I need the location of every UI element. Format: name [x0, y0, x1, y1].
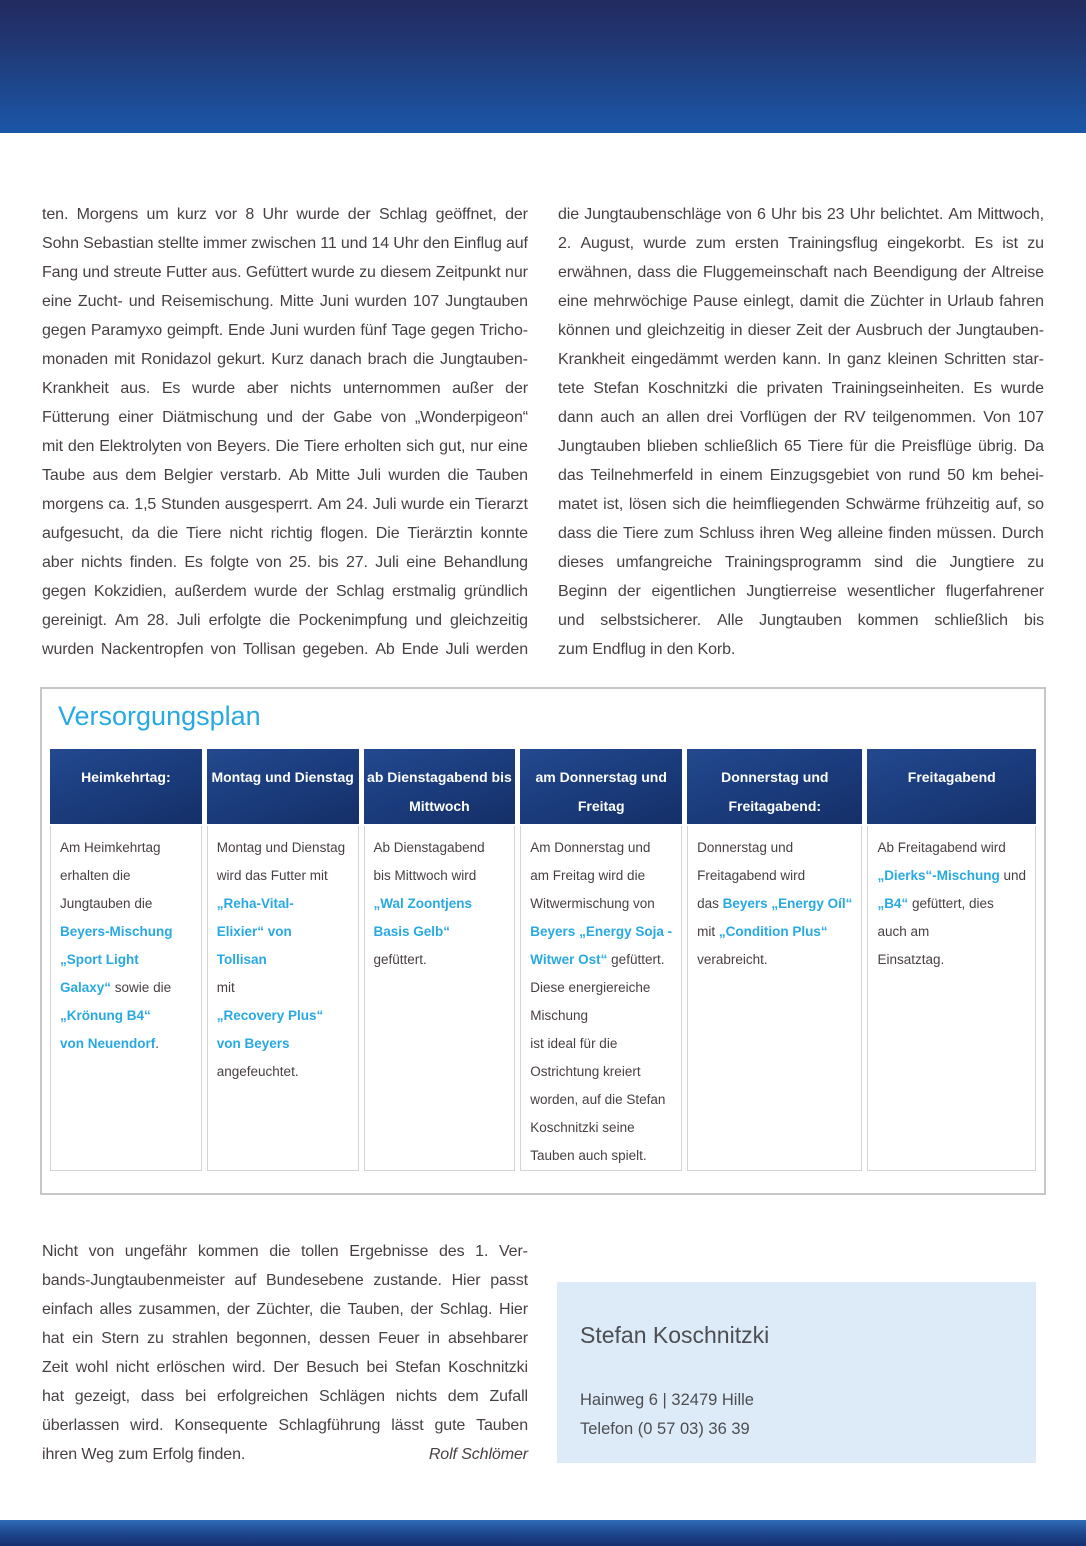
text-line: Mischung — [530, 1008, 589, 1023]
text-line: Ostrichtung kreiert — [530, 1064, 641, 1079]
text-line: Jungtauben blieben schließlich 65 Tiere für die Preisflüge übrig. Da — [558, 438, 1044, 455]
plan-column-header: Freitagabend — [867, 749, 1036, 824]
plan-grid — [50, 749, 1036, 1167]
text-line: „Wal Zoontjens — [373, 896, 473, 911]
text-line: Am Donnerstag und — [530, 840, 651, 855]
plan-column-body — [520, 826, 682, 1171]
text-line: aufgesucht, da die Tiere nicht richtig flogen. Die Tierärztin konnte — [42, 525, 528, 542]
text-line: „Recovery Plus“ — [216, 1008, 324, 1023]
contact-card — [557, 1282, 1036, 1463]
text-line: angefeuchtet. — [216, 1064, 299, 1079]
contact-phone: Telefon (0 57 03) 36 39 — [580, 1420, 750, 1438]
text-line: dass die Tiere zum Schluss ihren Weg alleine finden müssen. Durch — [558, 525, 1044, 542]
text-line: eine Zucht- und Reisemischung. Mitte Juni wurden 107 Jungtauben — [42, 293, 528, 310]
text-line: „Reha-Vital- — [216, 896, 294, 911]
plan-column-body — [687, 826, 862, 1171]
text-line: monaden mit Ronidazol gekurt. Kurz danach brach die Jungtauben- — [42, 351, 528, 368]
text-line: Ab Freitagabend wird — [877, 840, 1006, 855]
text-line: hat ein Stern zu strahlen begonnen, dessen Feuer in absehbarer — [42, 1330, 528, 1347]
plan-column-body — [50, 826, 202, 1171]
text-line: dieses umfangreiche Trainingsprogramm sind die Jungtiere zu — [558, 554, 1044, 571]
text-line: dann auch an allen drei Vorflügen der RV teilgenommen. Von 107 — [558, 409, 1044, 426]
text-line: Krankheit eingedämmt werden kann. In ganz kleinen Schritten star- — [558, 351, 1044, 368]
text-line: Einsatztag. — [877, 952, 945, 967]
text-line: Galaxy“ sowie die — [60, 980, 172, 995]
text-line: Beyers-Mischung — [60, 924, 173, 939]
text-line: worden, auf die Stefan — [530, 1092, 666, 1107]
plan-column-body — [364, 826, 516, 1171]
plan-column-body — [207, 826, 359, 1171]
text-line: bis Mittwoch wird — [373, 868, 477, 883]
text-line: Tauben auch spielt. — [530, 1148, 647, 1163]
text-line: Elixier“ von — [216, 924, 292, 939]
text-line: gefüttert. — [373, 952, 427, 967]
text-line: „Krönung B4“ — [60, 1008, 151, 1023]
text-line: von Beyers — [216, 1036, 290, 1051]
text-line: mit den Elektrolyten von Beyers. Die Tiere erholten sich gut, nur eine — [42, 438, 528, 455]
text-line: wird das Futter mit — [216, 868, 328, 883]
text-line: eine mehrwöchige Pause einlegt, damit die Züchter in Urlaub fahren — [558, 293, 1044, 310]
text-line: „B4“ gefüttert, dies — [877, 896, 994, 911]
author-name: Rolf Schlömer — [428, 1446, 528, 1463]
contact-address: Hainweg 6 | 32479 Hille — [580, 1391, 754, 1409]
text-line: Donnerstag und — [697, 840, 794, 855]
plan-column-header: ab Dienstagabend bis Mittwoch — [364, 749, 516, 824]
text-line: können und gleichzeitig in dieser Zeit der Ausbruch der Jungtauben- — [558, 322, 1044, 339]
text-line: Taube aus dem Belgier verstarb. Ab Mitte Juli wurden die Tauben — [42, 467, 528, 484]
text-line: tete Stefan Koschnitzki die privaten Trainingseinheiten. Es wurde — [558, 380, 1044, 397]
plan-column-6 — [867, 749, 1036, 1171]
text-line: gegen Kokzidien, außerdem wurde der Schlag erstmalig gründlich — [42, 583, 528, 600]
plan-column-header: Montag und Dienstag — [207, 749, 359, 824]
text-line: aber nichts finden. Es folgte von 25. bis 27. Juli eine Behandlung — [42, 554, 528, 571]
text-line: von Neuendorf. — [60, 1036, 160, 1051]
text-line: matet ist, lösen sich die heimfliegenden Schwärme frühzeitig auf, so — [558, 496, 1044, 513]
contact-name: Stefan Koschnitzki — [580, 1322, 770, 1348]
text-line: Witwermischung von — [530, 896, 655, 911]
text-line: „Sport Light — [60, 952, 139, 967]
plan-column-header: am Donnerstag und Freitag — [520, 749, 682, 824]
text-line: gegen Paramyxo geimpft. Ende Juni wurden fünf Tage gegen Tricho- — [42, 322, 528, 339]
text-line: Freitagabend wird — [697, 868, 806, 883]
text-line: wurden Nackentropfen von Tollisan gegeben. Ab Ende Juli werden — [42, 641, 528, 658]
text-line: bands-Jungtaubenmeister auf Bundesebene zustande. Hier passt — [42, 1272, 528, 1289]
text-line: „Dierks“-Mischung und — [877, 868, 1026, 883]
closing-lines — [42, 1237, 528, 1440]
text-line: Fang und streute Futter aus. Gefüttert wurde zu diesem Zeitpunkt nur — [42, 264, 528, 281]
supply-plan-box — [40, 687, 1046, 1195]
text-line: Nicht von ungefähr kommen die tollen Ergebnisse des 1. Ver- — [42, 1243, 528, 1260]
text-line: Beginn der eigentlichen Jungtierreise wesentlicher flugerfahrener — [558, 583, 1044, 600]
text-line: Fütterung einer Diätmischung und der Gabe von „Wonderpigeon“ — [42, 409, 528, 426]
plan-column-4 — [520, 749, 682, 1171]
plan-column-1 — [50, 749, 202, 1171]
text-line: Am Heimkehrtag — [60, 840, 161, 855]
supply-plan-title: Versorgungsplan — [58, 701, 261, 731]
text-line: auch am — [877, 924, 930, 939]
text-line: Koschnitzki seine — [530, 1120, 635, 1135]
article-column-right — [558, 200, 1044, 664]
plan-column-body — [867, 826, 1036, 1171]
text-line: überlassen wird. Konsequente Schlagführung lässt gute Tauben — [42, 1417, 528, 1434]
plan-column-header: Heimkehrtag: — [50, 749, 202, 824]
text-line: und selbstsicherer. Alle Jungtauben kommen schließlich bis — [558, 612, 1044, 629]
text-line: verabreicht. — [697, 952, 768, 967]
text-line: morgens ca. 1,5 Stunden ausgesperrt. Am 24. Juli wurde ein Tierarzt — [42, 496, 528, 513]
plan-column-3 — [364, 749, 516, 1171]
text-line: am Freitag wird die — [530, 868, 646, 883]
text-line: erwähnen, dass die Fluggemeinschaft nach Beendigung der Altreise — [558, 264, 1044, 281]
text-line: ten. Morgens um kurz vor 8 Uhr wurde der Schlag geöffnet, der — [42, 206, 528, 223]
text-line: mit — [216, 980, 235, 995]
text-line: die Jungtaubenschläge von 6 Uhr bis 23 Uhr belichtet. Am Mittwoch, — [558, 206, 1044, 223]
text-line: mit „Condition Plus“ — [697, 924, 828, 939]
plan-column-header: Donnerstag und Freitagabend: — [687, 749, 862, 824]
text-line: Sohn Sebastian stellte immer zwischen 11 und 14 Uhr den Einflug auf — [42, 235, 528, 252]
text-line: 2. August, wurde zum ersten Trainingsflug eingekorbt. Es ist zu — [558, 235, 1044, 252]
text-line: ist ideal für die — [530, 1036, 618, 1051]
text-line: Witwer Ost“ gefüttert. — [530, 952, 665, 967]
text-line: Basis Gelb“ — [373, 924, 451, 939]
plan-column-2 — [207, 749, 359, 1171]
plan-column-5 — [687, 749, 862, 1171]
bottom-banner — [0, 1520, 1086, 1546]
text-line: zum Endflug in den Korb. — [558, 641, 736, 658]
article-column-left — [42, 200, 528, 664]
closing-final-line — [42, 1440, 528, 1469]
text-line: Beyers „Energy Soja - — [530, 924, 673, 939]
text-line: das Beyers „Energy Oíl“ — [697, 896, 853, 911]
text-line: Ab Dienstagabend — [373, 840, 485, 855]
text-line: einfach alles zusammen, der Züchter, die Tauben, der Schlag. Hier — [42, 1301, 528, 1318]
text-line: Jungtauben die — [60, 896, 153, 911]
top-banner — [0, 0, 1086, 133]
closing-last-text: ihren Weg zum Erfolg finden. — [42, 1446, 246, 1463]
text-line: gereinigt. Am 28. Juli erfolgte die Pockenimpfung und gleichzeitig — [42, 612, 528, 629]
text-line: das Teilnehmerfeld in einem Einzugsgebiet von rund 50 km behei- — [558, 467, 1044, 484]
text-line: Montag und Dienstag — [216, 840, 346, 855]
closing-paragraph — [42, 1237, 528, 1469]
text-line: Zeit wohl nicht erlöschen wird. Der Besuch bei Stefan Koschnitzki — [42, 1359, 528, 1376]
text-line: Diese energiereiche — [530, 980, 651, 995]
text-line: erhalten die — [60, 868, 131, 883]
text-line: Krankheit aus. Es wurde aber nichts unternommen außer der — [42, 380, 528, 397]
text-line: hat gezeigt, dass bei erfolgreichen Schlägen nichts dem Zufall — [42, 1388, 528, 1405]
text-line: Tollisan — [216, 952, 267, 967]
